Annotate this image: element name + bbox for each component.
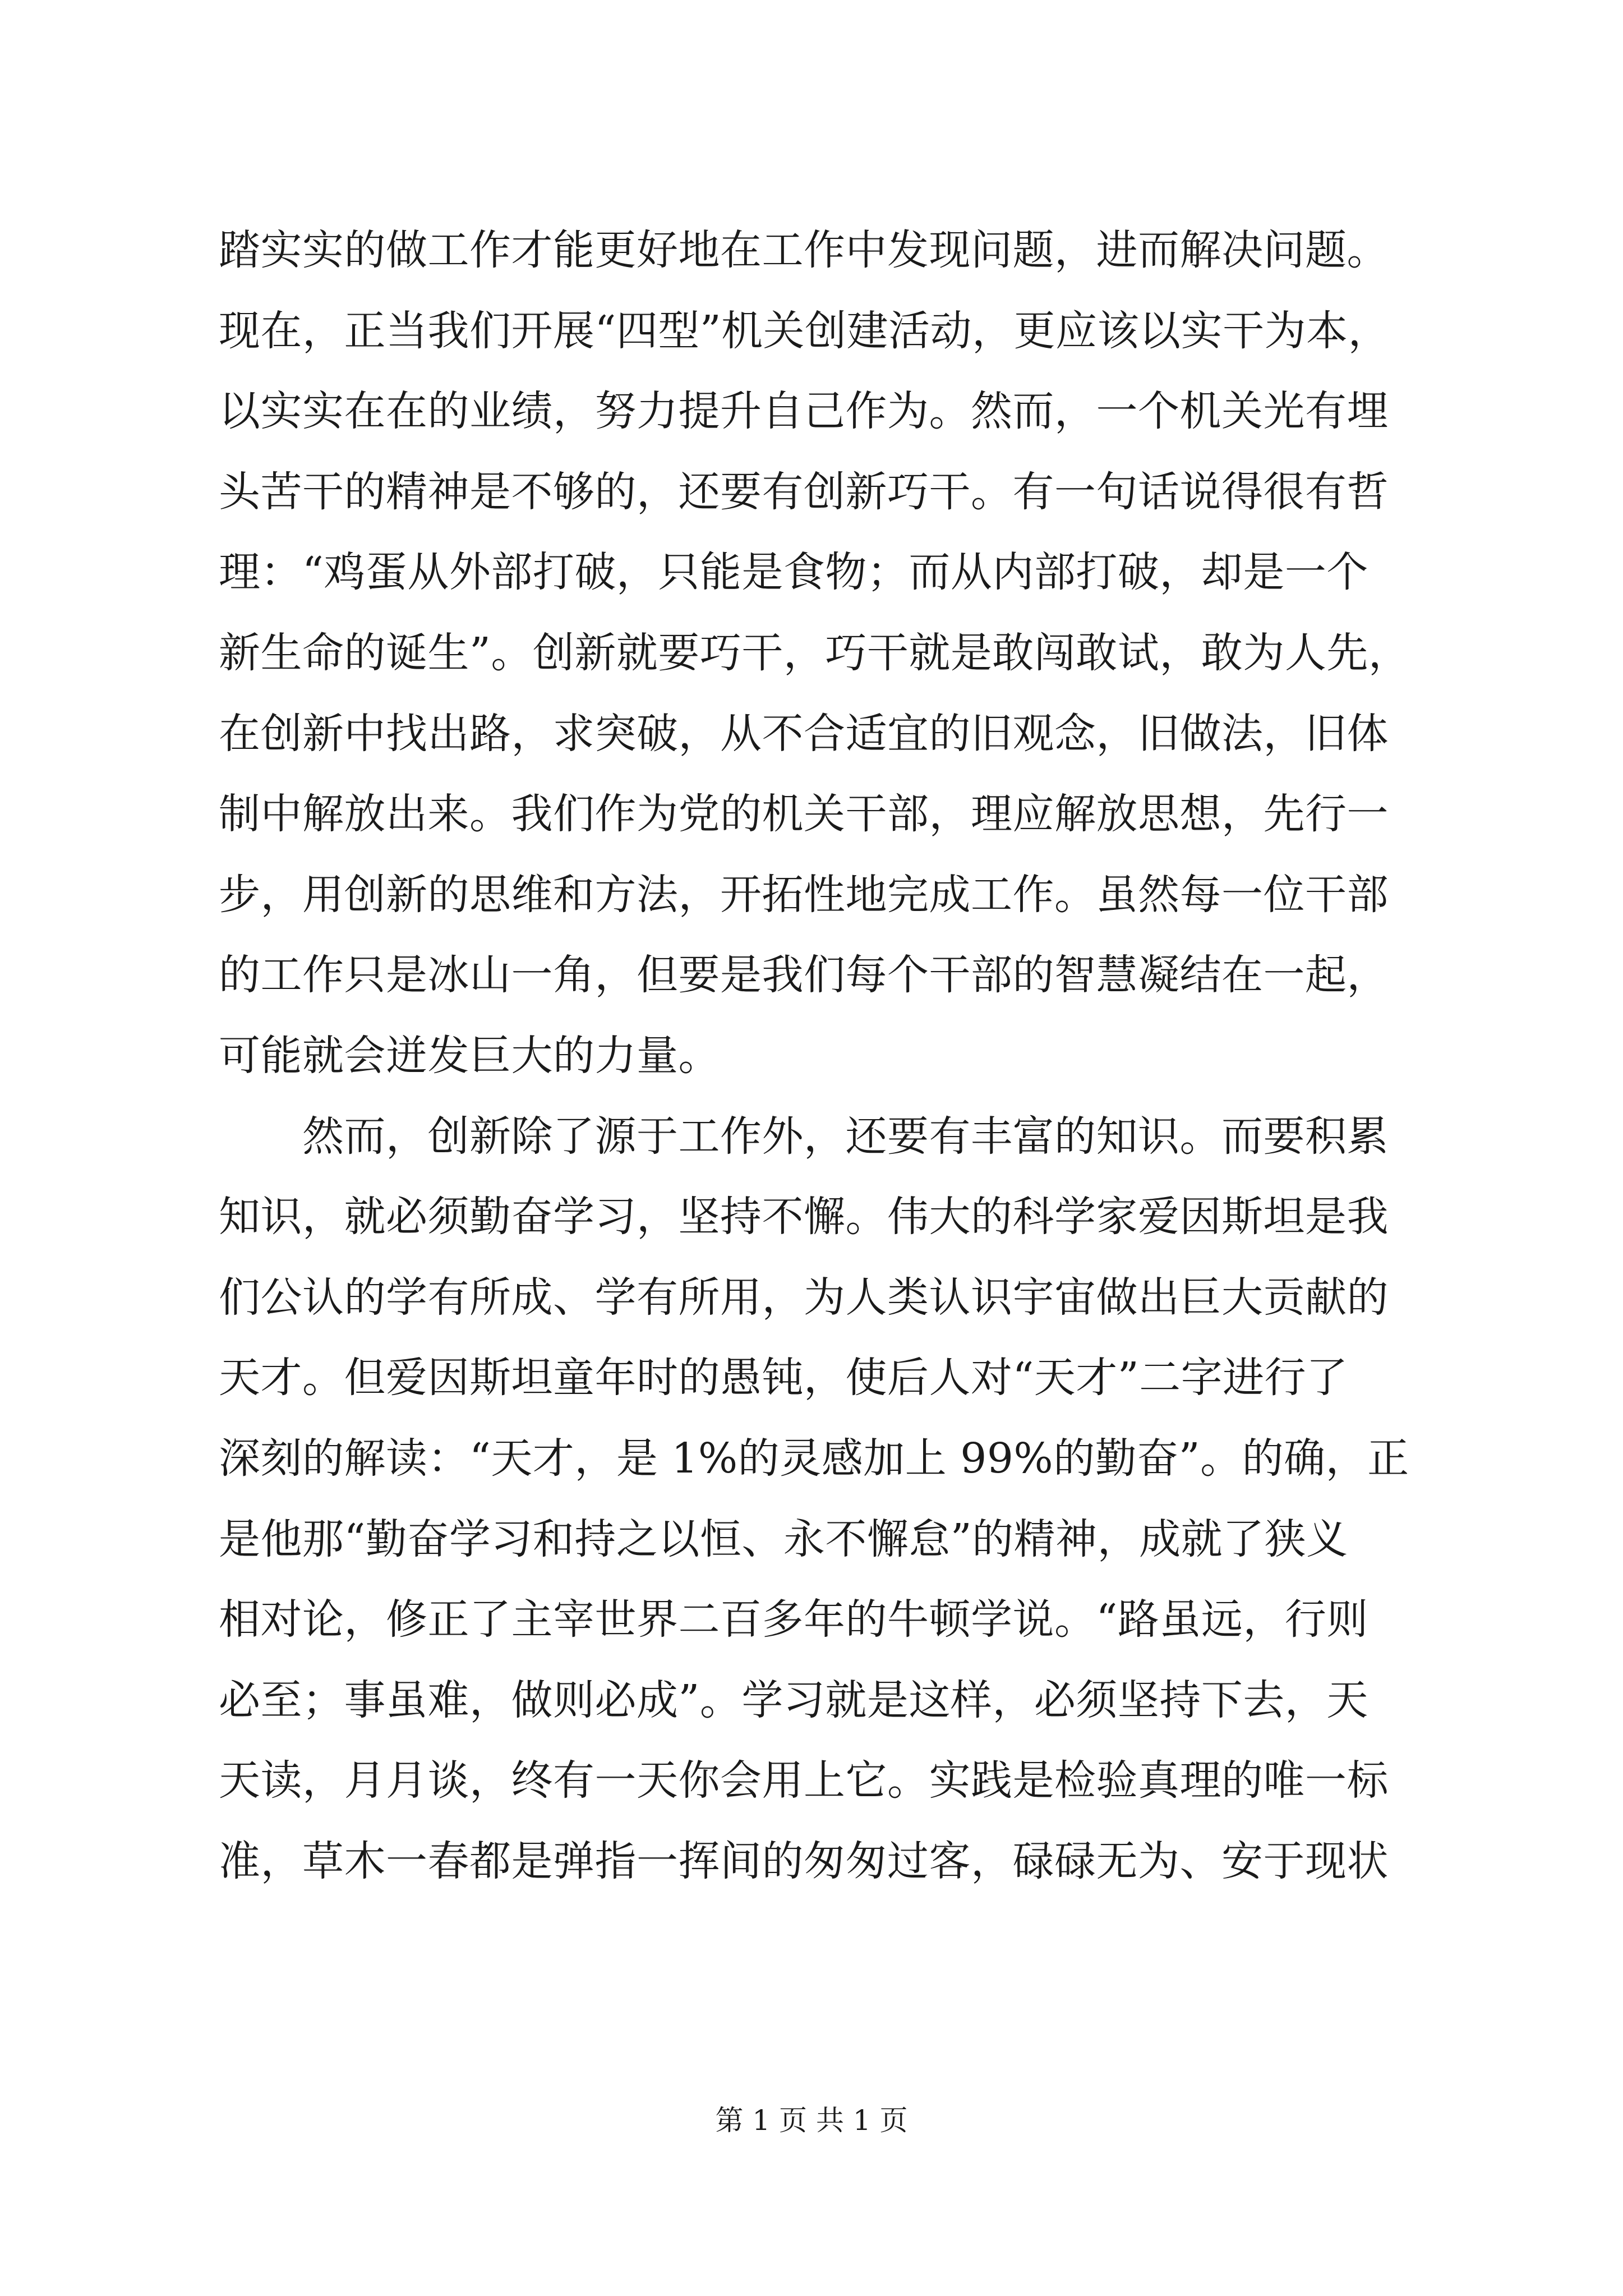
text-line: 然而，创新除了源于工作外，还要有丰富的知识。而要积累	[219, 1112, 1389, 1161]
text-line: 制中解放出来。我们作为党的机关干部，理应解放思想，先行一	[219, 790, 1389, 839]
text-line: 可能就会迸发巨大的力量。	[219, 1031, 720, 1080]
document-body	[219, 210, 1430, 1902]
text-line: 以实实在在的业绩，努力提升自己作为。然而，一个机关光有埋	[219, 387, 1389, 436]
text-line: 理：“鸡蛋从外部打破，只能是食物；而从内部打破，却是一个	[219, 548, 1368, 597]
text-line: 们公认的学有所成、学有所用，为人类认识宇宙做出巨大贡献的	[219, 1273, 1389, 1322]
text-line: 知识，就必须勤奋学习，坚持不懈。伟大的科学家爱因斯坦是我	[219, 1193, 1389, 1241]
text-line: 必至；事虽难，做则必成”。学习就是这样，必须坚持下去，天	[219, 1676, 1368, 1724]
text-line: 的工作只是冰山一角，但要是我们每个干部的智慧凝结在一起，	[219, 951, 1389, 1000]
text-line: 在创新中找出路，求突破，从不合适宜的旧观念，旧做法，旧体	[219, 709, 1389, 758]
text-line: 准，草木一春都是弹指一挥间的匆匆过客，碌碌无为、安于现状	[219, 1837, 1389, 1885]
text-line: 现在，正当我们开展“四型”机关创建活动，更应该以实干为本，	[219, 306, 1390, 355]
text-line: 新生命的诞生”。创新就要巧干，巧干就是敢闯敢试，敢为人先，	[219, 628, 1410, 677]
text-line: 相对论，修正了主宰世界二百多年的牛顿学说。“路虽远，行则	[219, 1595, 1368, 1644]
text-line: 踏实实的做工作才能更好地在工作中发现问题，进而解决问题。	[219, 226, 1389, 274]
text-line: 天才。但爱因斯坦童年时的愚钝，使后人对“天才”二字进行了	[219, 1354, 1348, 1402]
text-line: 是他那“勤奋学习和持之以恒、永不懈怠”的精神，成就了狭义	[219, 1515, 1348, 1563]
text-line: 天读，月月谈，终有一天你会用上它。实践是检验真理的唯一标	[219, 1756, 1389, 1805]
text-line: 头苦干的精神是不够的，还要有创新巧干。有一句话说得很有哲	[219, 467, 1389, 516]
text-line: 深刻的解读：“天才，是 1%的灵感加上 99%的勤奋”。的确，正	[219, 1434, 1409, 1483]
page-footer: 第 1 页 共 1 页	[715, 2104, 908, 2137]
text-line: 步，用创新的思维和方法，开拓性地完成工作。虽然每一位干部	[219, 870, 1389, 919]
